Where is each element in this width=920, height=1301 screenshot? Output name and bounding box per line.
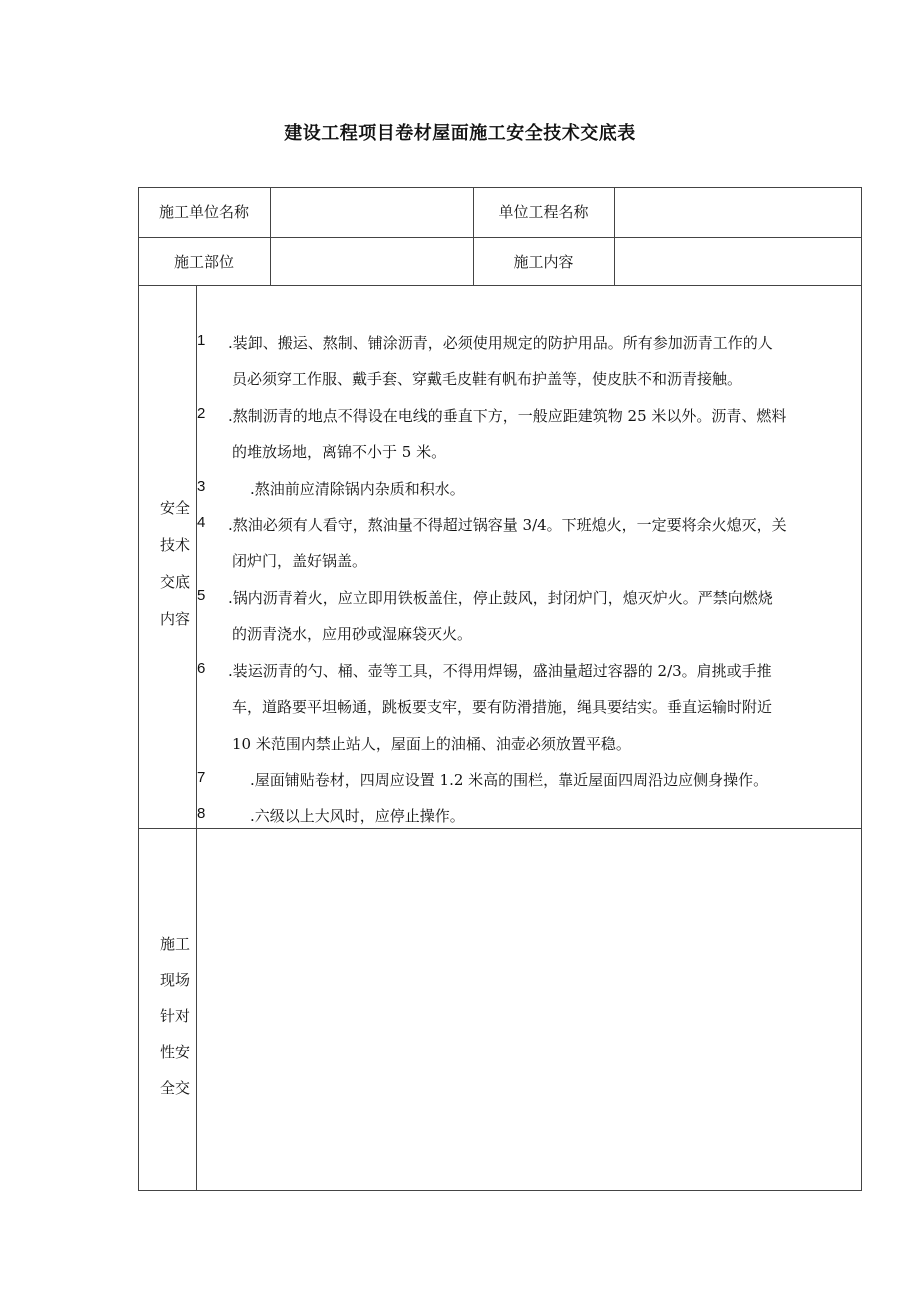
page-title: 建设工程项目卷材屋面施工安全技术交底表	[284, 123, 636, 144]
position-label: 施工部位	[173, 253, 234, 271]
site-label-line: 现场	[159, 971, 190, 989]
item-text: .装卸、搬运、熬制、铺涂沥青，必须使用规定的防护用品。所有参加沥青工作的人	[228, 334, 773, 352]
item-number: 4	[197, 514, 206, 531]
project-name-value[interactable]	[615, 188, 861, 237]
item-text: 10 米范围内禁止站人，屋面上的油桶、油壶必须放置平稳。	[232, 735, 631, 753]
site-section-content[interactable]	[197, 829, 861, 1190]
row-divider	[138, 285, 862, 286]
item-text: .六级以上大风时，应停止操作。	[250, 807, 465, 825]
item-number: 8	[197, 805, 206, 822]
site-label-line: 针对	[159, 1007, 190, 1025]
item-number: 3	[197, 478, 206, 495]
safety-label-line: 安全	[159, 499, 190, 517]
site-section-label	[152, 926, 198, 1106]
item-number: 1	[197, 332, 206, 349]
project-name-label: 单位工程名称	[498, 203, 589, 221]
item-text: .锅内沥青着火，应立即用铁板盖住，停止鼓风，封闭炉门，熄灭炉火。严禁向燃烧	[228, 589, 773, 607]
item-text: 的堆放场地，离锦不小于 5 米。	[232, 443, 447, 461]
item-text: .熬制沥青的地点不得设在电线的垂直下方，一般应距建筑物 25 米以外。沥青、燃料	[228, 407, 787, 425]
site-label-line: 施工	[159, 935, 190, 953]
item-text: 的沥青浇水，应用砂或湿麻袋灭火。	[232, 625, 473, 643]
item-number: 7	[197, 769, 206, 786]
content-label: 施工内容	[513, 253, 574, 271]
unit-name-label: 施工单位名称	[158, 203, 249, 221]
item-text: .熬油必须有人看守，熬油量不得超过锅容量 3/4。下班熄火，一定要将余火熄灭，关	[228, 516, 787, 534]
item-text: .熬油前应清除锅内杂质和积水。	[250, 480, 465, 498]
item-number: 5	[197, 587, 206, 604]
unit-name-value[interactable]	[271, 188, 473, 237]
item-text: 车，道路要平坦畅通，跳板要支牢，要有防滑措施，绳具要结实。垂直运输时附近	[232, 698, 773, 716]
item-text: 员必须穿工作服、戴手套、穿戴毛皮鞋有帆布护盖等，使皮肤不和沥青接触。	[232, 370, 743, 388]
item-number: 6	[197, 660, 206, 677]
safety-label-line: 内容	[159, 610, 190, 628]
item-text: .屋面铺贴卷材，四周应设置 1.2 米高的围栏，靠近屋面四周沿边应侧身操作。	[250, 771, 769, 789]
safety-section-label	[152, 490, 198, 638]
site-label-line: 全交	[159, 1079, 190, 1097]
position-value[interactable]	[271, 238, 473, 285]
item-text: .装运沥青的勺、桶、壶等工具，不得用焊锡，盛油量超过容器的 2/3。肩挑或手推	[228, 662, 772, 680]
content-value[interactable]	[615, 238, 861, 285]
safety-label-line: 交底	[159, 573, 190, 591]
safety-label-line: 技术	[159, 536, 190, 554]
item-text: 闭炉门，盖好锅盖。	[232, 552, 368, 570]
site-label-line: 性安	[159, 1043, 190, 1061]
item-number: 2	[197, 405, 206, 422]
